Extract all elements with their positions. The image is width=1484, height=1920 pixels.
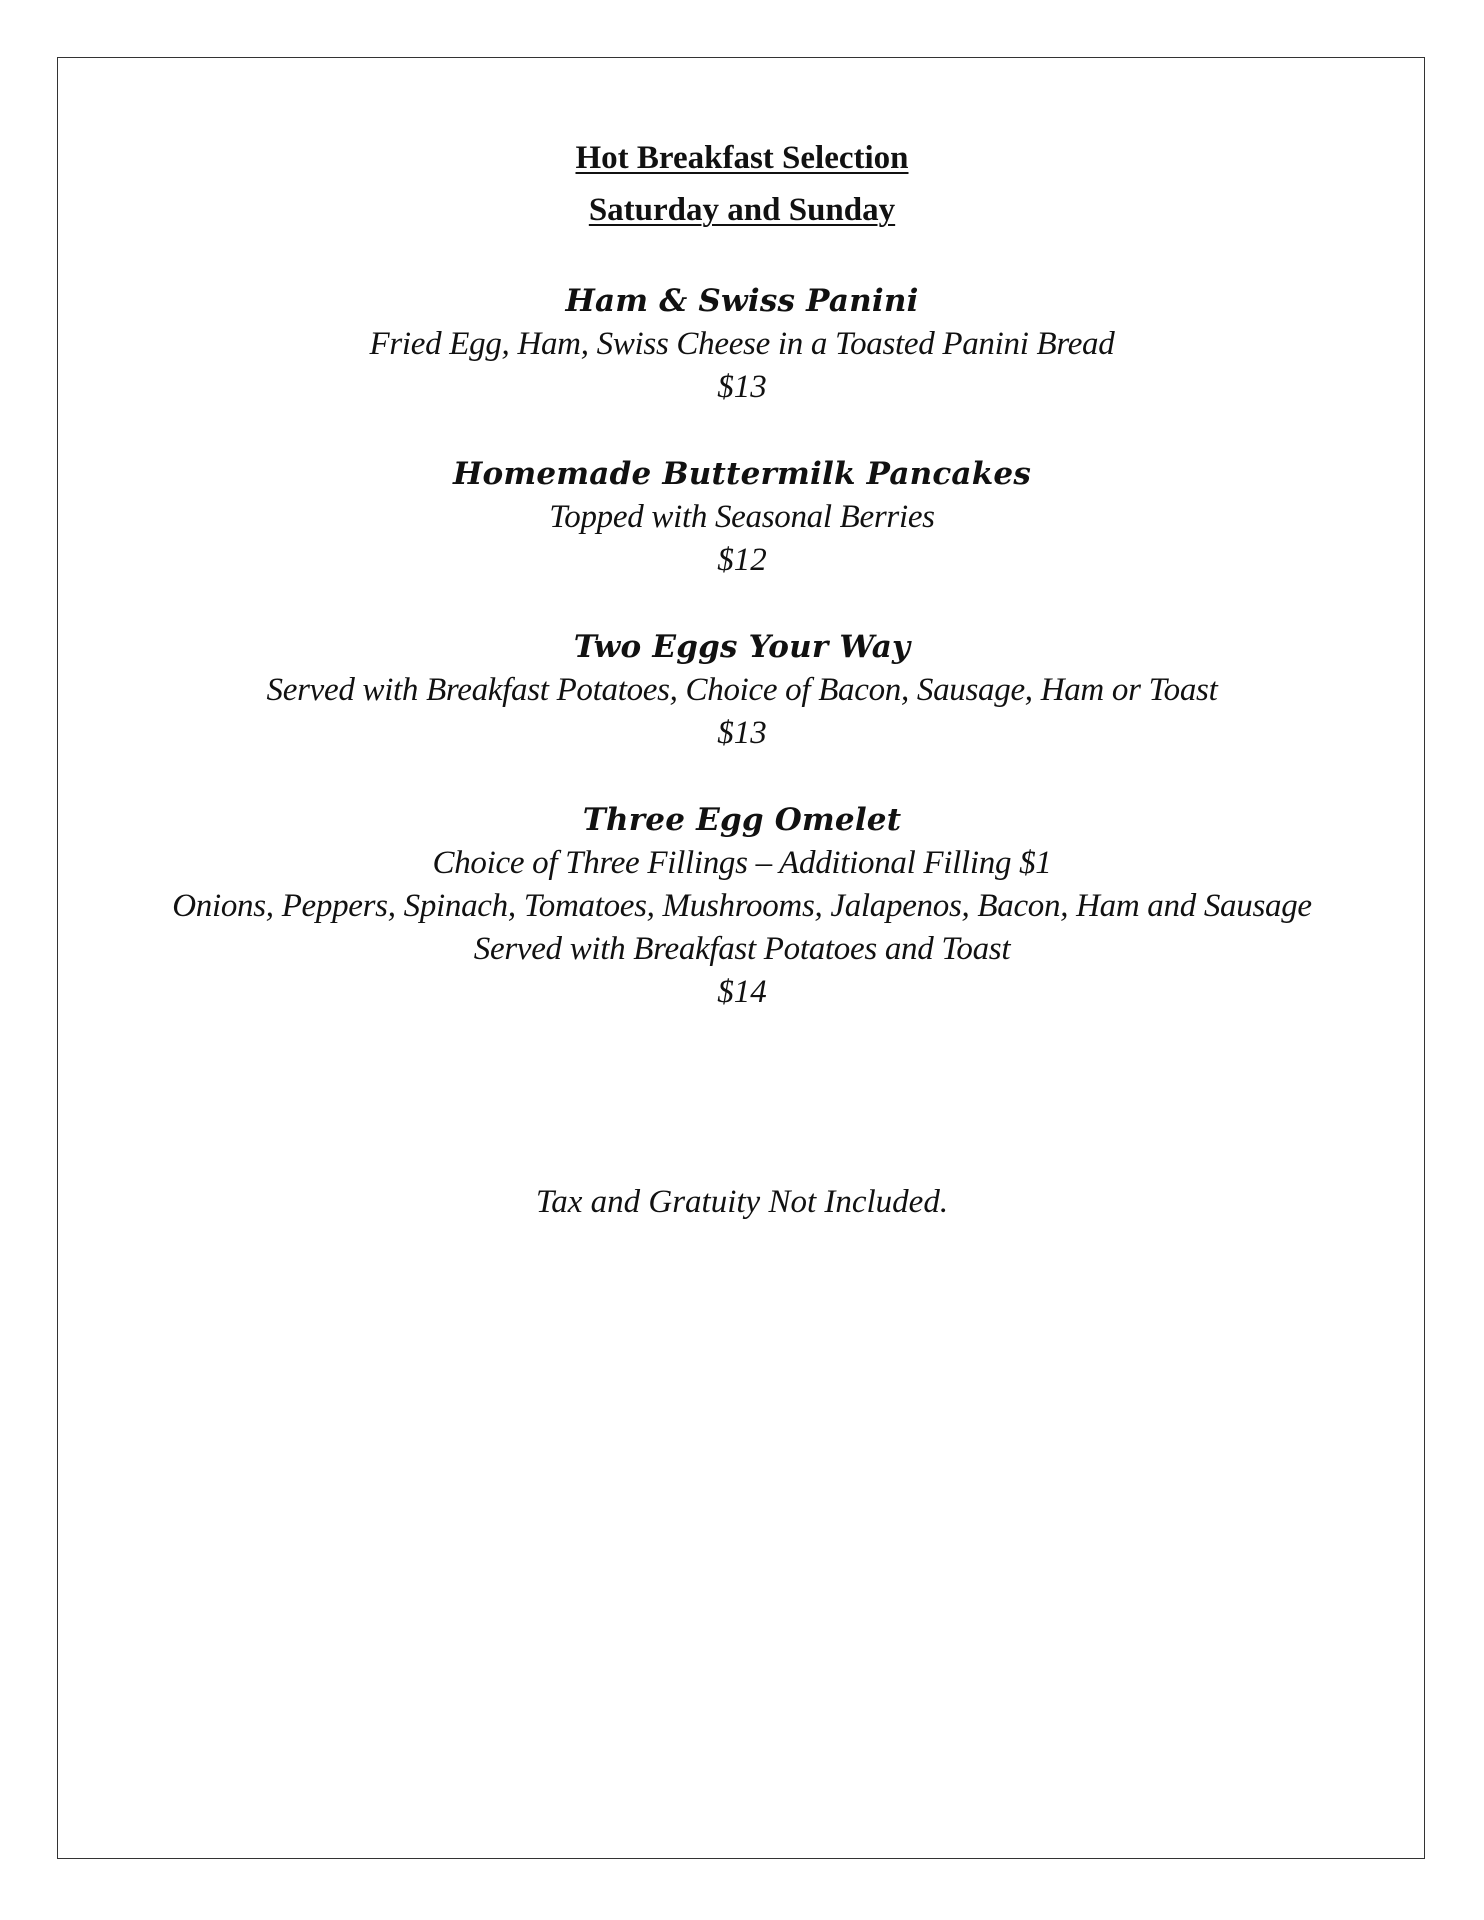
menu-subtitle: Saturday and Sunday [588,192,896,228]
menu-item-description: Served with Breakfast Potatoes, Choice of Bacon, Sausage, Ham or Toast [266,672,1218,708]
tax-gratuity-note: Tax and Gratuity Not Included. [535,1184,949,1220]
menu-item-two-eggs [0,625,1484,755]
menu-title: Hot Breakfast Selection [575,140,909,176]
menu-item-name: Ham & Swiss Panini [565,283,919,319]
menu-item-description: Fried Egg, Ham, Swiss Cheese in a Toasted Panini Bread [369,326,1115,362]
menu-item-fillings: Onions, Peppers, Spinach, Tomatoes, Mushrooms, Jalapenos, Bacon, Ham and Sausage [172,888,1312,924]
menu-item-name: Two Eggs Your Way [573,629,911,665]
menu-item-description: Topped with Seasonal Berries [549,499,935,535]
menu-item-name: Homemade Buttermilk Pancakes [453,456,1031,492]
menu-item-price: $12 [717,542,767,578]
menu-item-sides: Served with Breakfast Potatoes and Toast [473,931,1011,967]
menu-item-price: $13 [717,715,767,751]
menu-item-three-egg-omelet [0,798,1484,1014]
menu-item-description: Choice of Three Fillings – Additional Filling $1 [432,845,1052,881]
menu-item-price: $13 [717,369,767,405]
menu-item-ham-swiss-panini [0,279,1484,409]
menu-item-buttermilk-pancakes [0,452,1484,582]
menu-item-price: $14 [717,974,767,1010]
menu-item-name: Three Egg Omelet [582,802,902,838]
